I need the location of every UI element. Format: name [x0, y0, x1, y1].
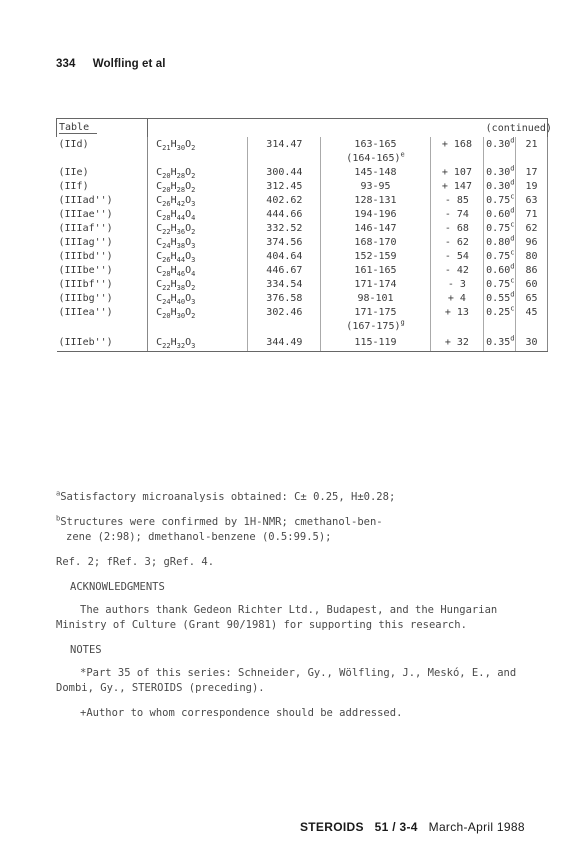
journal-issue: 51 / 3-4 [374, 820, 418, 834]
rotation-cell: + 13 [430, 305, 483, 319]
mw-cell: 446.67 [248, 263, 321, 277]
table-row [57, 263, 548, 277]
formula-cell: $C_{24}H_{38}O_3$ [148, 235, 248, 249]
mw-cell: 376.58 [248, 291, 321, 305]
yield-cell: 63 [516, 193, 548, 207]
compound-cell: (IIIae'') [58, 208, 113, 220]
formula-cell: $C_{20}H_{30}O_2$ [148, 305, 248, 319]
compound-cell: (IIIbd'') [58, 250, 113, 262]
formula-cell: $C_{20}H_{28}O_2$ [148, 179, 248, 193]
yield-cell: 62 [516, 221, 548, 235]
yield-cell: 65 [516, 291, 548, 305]
yield-cell: 60 [516, 277, 548, 291]
rotation-cell: - 85 [430, 193, 483, 207]
journal-date: March-April 1988 [428, 820, 525, 834]
mp-cell: 128-131 [321, 193, 430, 207]
mp-cell: 161-165 [321, 263, 430, 277]
formula-cell: $C_{22}H_{36}O_2$ [148, 221, 248, 235]
notes-heading: NOTES [70, 644, 102, 656]
rotation-cell: - 3 [430, 277, 483, 291]
compound-cell: (IIIea'') [58, 306, 113, 318]
compound-cell: (IId) [58, 138, 89, 150]
table-row-alt-mp [57, 319, 548, 333]
rotation-cell: - 42 [430, 263, 483, 277]
yield-cell: 71 [516, 207, 548, 221]
yield-cell: 19 [516, 179, 548, 193]
formula-cell: $C_{24}H_{40}O_3$ [148, 291, 248, 305]
mw-cell: 404.64 [248, 249, 321, 263]
table-row [57, 305, 548, 319]
acknowledgments-text: The authors thank Gedeon Richter Ltd., Budapest, and the Hungarian Ministry of Culture (Grant 90/1981) for supporting this research. [56, 604, 498, 631]
yield-cell: 21 [516, 137, 548, 151]
mw-cell: 312.45 [248, 179, 321, 193]
rotation-cell: - 62 [430, 235, 483, 249]
rf-cell: 0.75$^c$ [484, 277, 516, 291]
table-row [57, 179, 548, 193]
compound-cell: (IIe) [58, 166, 89, 178]
mw-cell: 300.44 [248, 165, 321, 179]
rf-cell: 0.75$^c$ [484, 193, 516, 207]
rotation-cell: + 32 [430, 333, 483, 352]
mp-cell: 163-165 [321, 137, 430, 151]
formula-cell: $C_{26}H_{42}O_3$ [148, 193, 248, 207]
footnote-b: $^b$Structures were confirmed by 1H-NMR; cmethanol-ben- [56, 514, 383, 528]
mp-cell: 171-175 [321, 305, 430, 319]
rf-cell: 0.60$^d$ [484, 207, 516, 221]
rf-cell: 0.75$^c$ [484, 221, 516, 235]
yield-cell: 17 [516, 165, 548, 179]
table-row [57, 249, 548, 263]
rf-cell: 0.30$^d$ [484, 137, 516, 151]
mp-alt-cell: $(167-175)^g$ [321, 319, 430, 333]
yield-cell: 30 [516, 333, 548, 352]
note-plus: +Author to whom correspondence should be addressed. [80, 707, 403, 719]
mp-cell: 115-119 [321, 333, 430, 352]
rf-cell: 0.35$^d$ [484, 333, 516, 352]
yield-cell: 96 [516, 235, 548, 249]
rotation-cell: - 54 [430, 249, 483, 263]
mw-cell: 444.66 [248, 207, 321, 221]
mw-cell: 314.47 [248, 137, 321, 151]
table-row-alt-mp [57, 151, 548, 165]
mw-cell: 374.56 [248, 235, 321, 249]
formula-cell: $C_{20}H_{28}O_2$ [148, 165, 248, 179]
footnote-b-cont: zene (2:98); dmethanol-benzene (0.5:99.5); [66, 531, 332, 543]
yield-cell: 80 [516, 249, 548, 263]
rotation-cell: + 147 [430, 179, 483, 193]
rf-cell: 0.60$^d$ [484, 263, 516, 277]
mp-cell: 145-148 [321, 165, 430, 179]
rf-cell: 0.30$^d$ [484, 179, 516, 193]
mw-cell: 302.46 [248, 305, 321, 319]
formula-cell: $C_{28}H_{46}O_4$ [148, 263, 248, 277]
table-row [57, 221, 548, 235]
formula-cell: $C_{28}H_{44}O_4$ [148, 207, 248, 221]
rf-cell: 0.30$^d$ [484, 165, 516, 179]
page-footer [300, 820, 525, 834]
compound-cell: (IIIaf'') [58, 222, 113, 234]
table-label: Table [59, 122, 97, 134]
formula-cell: $C_{26}H_{44}O_3$ [148, 249, 248, 263]
mp-alt-cell: $(164-165)^e$ [321, 151, 430, 165]
mw-cell: 334.54 [248, 277, 321, 291]
rotation-cell: + 4 [430, 291, 483, 305]
mw-cell: 332.52 [248, 221, 321, 235]
mp-cell: 194-196 [321, 207, 430, 221]
table-row [57, 291, 548, 305]
compound-cell: (IIIbe'') [58, 264, 113, 276]
notes-block [56, 490, 548, 731]
mp-cell: 152-159 [321, 249, 430, 263]
table-row [57, 137, 548, 151]
compound-cell: (IIIbg'') [58, 292, 113, 304]
compound-cell: (IIf) [58, 180, 89, 192]
mp-cell: 98-101 [321, 291, 430, 305]
compound-table [56, 118, 552, 352]
mw-cell: 402.62 [248, 193, 321, 207]
formula-cell: $C_{22}H_{32}O_3$ [148, 333, 248, 352]
footnote-e: Ref. 2; fRef. 3; gRef. 4. [56, 556, 215, 568]
rotation-cell: + 107 [430, 165, 483, 179]
rf-cell: 0.25$^c$ [484, 305, 516, 319]
mp-cell: 168-170 [321, 235, 430, 249]
formula-cell: $C_{22}H_{38}O_2$ [148, 277, 248, 291]
mp-cell: 171-174 [321, 277, 430, 291]
table-row [57, 277, 548, 291]
acknowledgments-heading: ACKNOWLEDGMENTS [70, 581, 165, 593]
table-header-row [57, 119, 548, 138]
compound-cell: (IIIeb'') [57, 333, 148, 352]
table-row [57, 333, 548, 352]
mp-cell: 93-95 [321, 179, 430, 193]
journal-name: STEROIDS [300, 820, 364, 834]
rf-cell: 0.55$^d$ [484, 291, 516, 305]
page-header [56, 58, 166, 70]
rotation-cell: - 74 [430, 207, 483, 221]
rf-cell: 0.80$^d$ [484, 235, 516, 249]
yield-cell: 45 [516, 305, 548, 319]
table-continued: (continued) [485, 122, 552, 134]
formula-cell: $C_{21}H_{30}O_2$ [148, 137, 248, 151]
page-number: 334 [56, 58, 76, 70]
compound-cell: (IIIag'') [58, 236, 113, 248]
footnote-a: $^a$Satisfactory microanalysis obtained: C± 0.25, H±0.28; [56, 489, 396, 503]
mw-cell: 344.49 [248, 333, 321, 352]
note-star: *Part 35 of this series: Schneider, Gy., Wölfling, J., Meskó, E., and Dombi, Gy., STEROIDS (preceding). [56, 667, 517, 694]
rotation-cell: - 68 [430, 221, 483, 235]
table-row [57, 235, 548, 249]
rf-cell: 0.75$^c$ [484, 249, 516, 263]
table-row [57, 207, 548, 221]
yield-cell: 86 [516, 263, 548, 277]
table-row [57, 165, 548, 179]
compound-cell: (IIIad'') [58, 194, 113, 206]
rotation-cell: + 168 [430, 137, 483, 151]
table-row [57, 193, 548, 207]
running-authors: Wolfling et al [92, 58, 166, 70]
mp-cell: 146-147 [321, 221, 430, 235]
compound-cell: (IIIbf'') [58, 278, 113, 290]
